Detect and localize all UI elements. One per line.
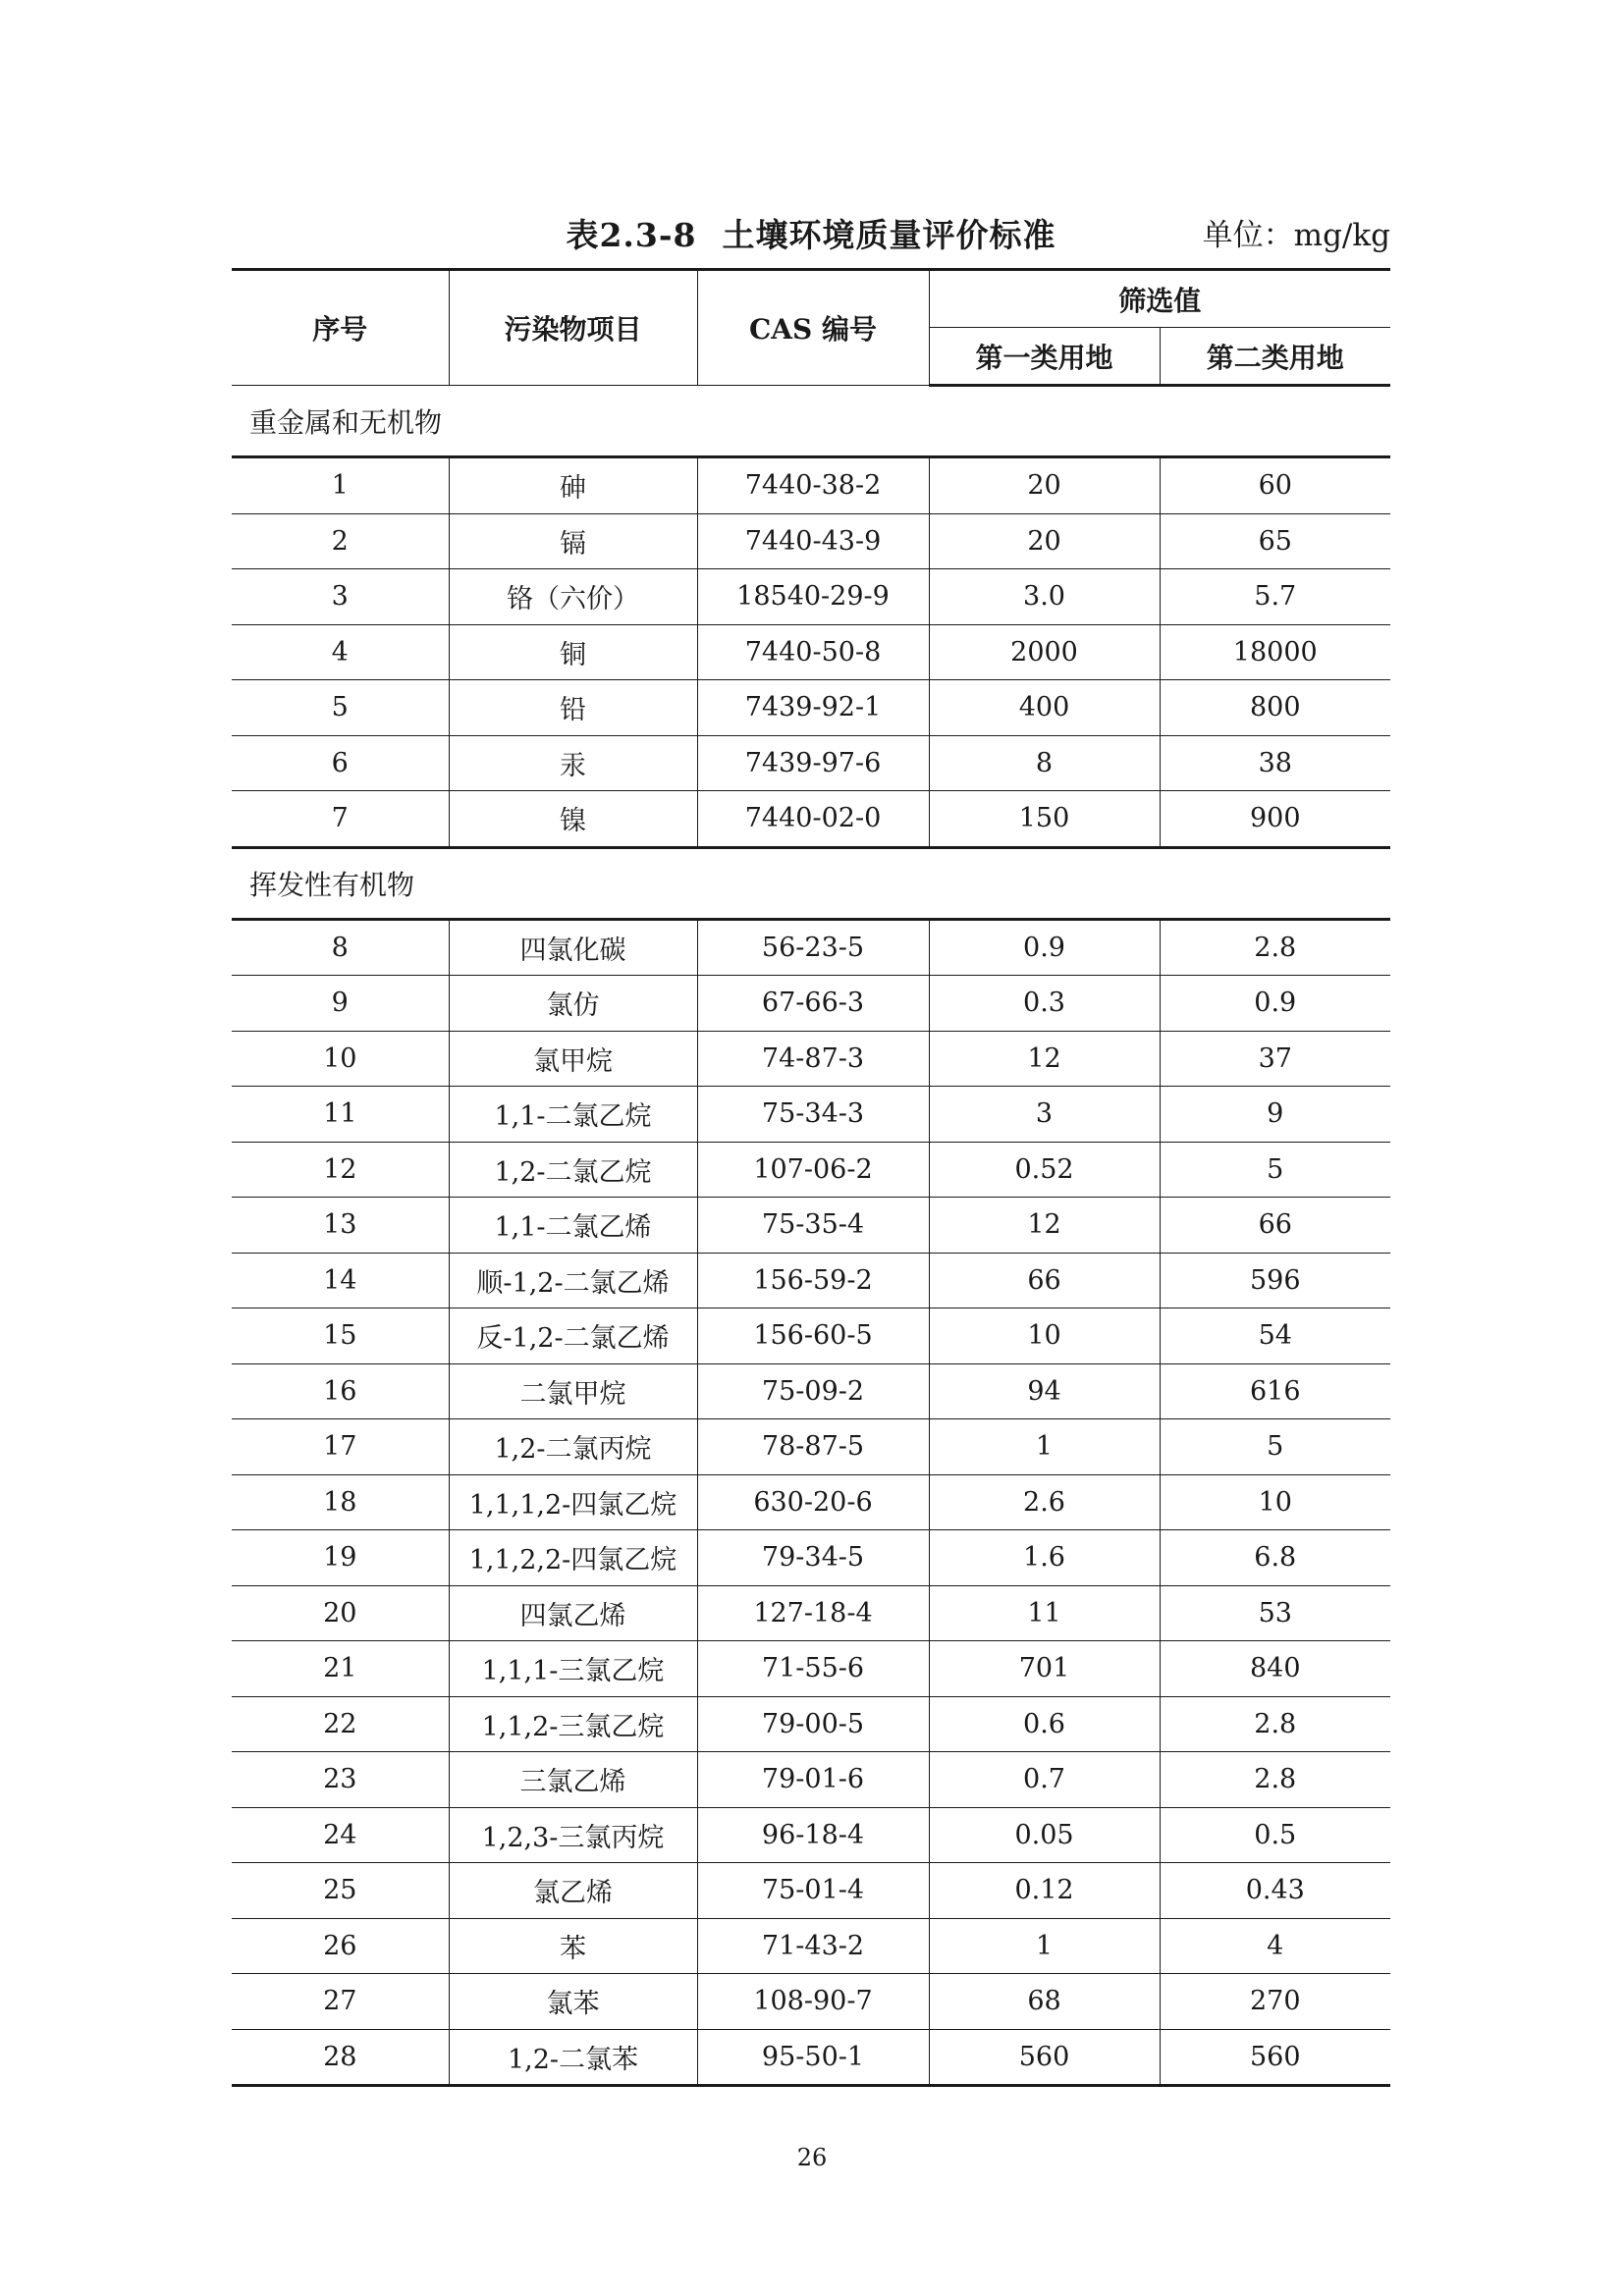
cell-index: 13 (232, 1198, 449, 1254)
cell-cas: 95-50-1 (697, 2029, 929, 2086)
cell-cas: 156-59-2 (697, 1253, 929, 1308)
cell-class2-value: 0.9 (1160, 976, 1390, 1032)
cell-class2-value: 10 (1160, 1474, 1390, 1530)
cell-pollutant: 四氯化碳 (449, 919, 697, 976)
cell-class1-value: 20 (929, 513, 1160, 569)
table-header (232, 270, 1390, 386)
header-pollutant: 污染物项目 (449, 270, 697, 386)
table-row (232, 1474, 1390, 1530)
table-row (232, 1530, 1390, 1586)
table-row (232, 919, 1390, 976)
table-row (232, 1974, 1390, 2030)
cell-cas: 67-66-3 (697, 976, 929, 1032)
cell-class2-value: 560 (1160, 2029, 1390, 2086)
cell-pollutant: 1,1,1,2-四氯乙烷 (449, 1474, 697, 1530)
table-body (232, 386, 1390, 2086)
cell-cas: 107-06-2 (697, 1142, 929, 1198)
cell-cas: 75-01-4 (697, 1863, 929, 1919)
cell-class1-value: 3.0 (929, 569, 1160, 625)
cell-pollutant: 氯乙烯 (449, 1863, 697, 1919)
title-row (232, 208, 1390, 263)
cell-class2-value: 60 (1160, 457, 1390, 514)
cell-class1-value: 0.52 (929, 1142, 1160, 1198)
cell-class2-value: 53 (1160, 1585, 1390, 1641)
cell-cas: 7440-02-0 (697, 791, 929, 848)
cell-pollutant: 三氯乙烯 (449, 1752, 697, 1808)
cell-class2-value: 9 (1160, 1087, 1390, 1143)
cell-cas: 7440-43-9 (697, 513, 929, 569)
table-row (232, 1253, 1390, 1308)
cell-index: 26 (232, 1918, 449, 1974)
cell-class2-value: 37 (1160, 1031, 1390, 1087)
table-row (232, 1142, 1390, 1198)
cell-class1-value: 400 (929, 680, 1160, 736)
table-row (232, 1918, 1390, 1974)
cell-class2-value: 2.8 (1160, 1696, 1390, 1752)
cell-class1-value: 10 (929, 1308, 1160, 1364)
cell-class1-value: 2000 (929, 624, 1160, 680)
cell-class2-value: 2.8 (1160, 919, 1390, 976)
cell-index: 10 (232, 1031, 449, 1087)
cell-index: 20 (232, 1585, 449, 1641)
cell-cas: 7439-97-6 (697, 735, 929, 791)
cell-pollutant: 二氯甲烷 (449, 1363, 697, 1419)
header-screening-value: 筛选值 (929, 270, 1390, 328)
cell-class2-value: 800 (1160, 680, 1390, 736)
table-row (232, 2029, 1390, 2086)
cell-index: 4 (232, 624, 449, 680)
cell-class1-value: 66 (929, 1253, 1160, 1308)
cell-index: 27 (232, 1974, 449, 2030)
cell-pollutant: 氯仿 (449, 976, 697, 1032)
cell-cas: 7439-92-1 (697, 680, 929, 736)
cell-class2-value: 2.8 (1160, 1752, 1390, 1808)
cell-pollutant: 1,1,1-三氯乙烷 (449, 1641, 697, 1697)
header-index: 序号 (232, 270, 449, 386)
cell-class1-value: 1 (929, 1419, 1160, 1475)
cell-class1-value: 2.6 (929, 1474, 1160, 1530)
cell-index: 6 (232, 735, 449, 791)
cell-pollutant: 顺-1,2-二氯乙烯 (449, 1253, 697, 1308)
cell-index: 8 (232, 919, 449, 976)
cell-class1-value: 3 (929, 1087, 1160, 1143)
cell-pollutant: 氯苯 (449, 1974, 697, 2030)
group-row (232, 847, 1390, 919)
cell-index: 2 (232, 513, 449, 569)
cell-cas: 75-35-4 (697, 1198, 929, 1254)
cell-class2-value: 900 (1160, 791, 1390, 848)
cell-pollutant: 苯 (449, 1918, 697, 1974)
cell-index: 28 (232, 2029, 449, 2086)
cell-index: 15 (232, 1308, 449, 1364)
table-row (232, 976, 1390, 1032)
cell-cas: 75-09-2 (697, 1363, 929, 1419)
cell-pollutant: 1,2-二氯乙烷 (449, 1142, 697, 1198)
cell-class1-value: 0.3 (929, 976, 1160, 1032)
table-row (232, 1641, 1390, 1697)
table-title-text: 土壤环境质量评价标准 (722, 216, 1056, 254)
cell-pollutant: 1,1,2,2-四氯乙烷 (449, 1530, 697, 1586)
table-row (232, 569, 1390, 625)
cell-pollutant: 铬（六价） (449, 569, 697, 625)
cell-cas: 74-87-3 (697, 1031, 929, 1087)
table-row (232, 1087, 1390, 1143)
cell-class2-value: 18000 (1160, 624, 1390, 680)
table-row (232, 735, 1390, 791)
cell-cas: 630-20-6 (697, 1474, 929, 1530)
table-row (232, 1696, 1390, 1752)
cell-pollutant: 1,2-二氯苯 (449, 2029, 697, 2086)
cell-cas: 78-87-5 (697, 1419, 929, 1475)
cell-cas: 79-00-5 (697, 1696, 929, 1752)
cell-index: 24 (232, 1807, 449, 1863)
cell-class2-value: 5 (1160, 1419, 1390, 1475)
cell-cas: 56-23-5 (697, 919, 929, 976)
cell-cas: 75-34-3 (697, 1087, 929, 1143)
cell-class2-value: 0.43 (1160, 1863, 1390, 1919)
group-label: 挥发性有机物 (232, 847, 1390, 919)
cell-class1-value: 560 (929, 2029, 1160, 2086)
cell-pollutant: 1,2,3-三氯丙烷 (449, 1807, 697, 1863)
cell-index: 12 (232, 1142, 449, 1198)
cell-index: 22 (232, 1696, 449, 1752)
cell-cas: 96-18-4 (697, 1807, 929, 1863)
table-row (232, 1752, 1390, 1808)
cell-index: 3 (232, 569, 449, 625)
header-class1-land: 第一类用地 (929, 328, 1160, 386)
cell-cas: 71-55-6 (697, 1641, 929, 1697)
cell-pollutant: 镉 (449, 513, 697, 569)
cell-class2-value: 5.7 (1160, 569, 1390, 625)
cell-cas: 71-43-2 (697, 1918, 929, 1974)
cell-class2-value: 596 (1160, 1253, 1390, 1308)
cell-cas: 7440-50-8 (697, 624, 929, 680)
cell-index: 19 (232, 1530, 449, 1586)
table-row (232, 1863, 1390, 1919)
table-row (232, 1363, 1390, 1419)
cell-class1-value: 701 (929, 1641, 1160, 1697)
cell-class2-value: 5 (1160, 1142, 1390, 1198)
cell-cas: 108-90-7 (697, 1974, 929, 2030)
soil-standard-table (232, 268, 1390, 2087)
table-row (232, 1308, 1390, 1364)
cell-class2-value: 38 (1160, 735, 1390, 791)
cell-pollutant: 汞 (449, 735, 697, 791)
cell-pollutant: 砷 (449, 457, 697, 514)
cell-pollutant: 四氯乙烯 (449, 1585, 697, 1641)
cell-index: 1 (232, 457, 449, 514)
cell-class1-value: 0.6 (929, 1696, 1160, 1752)
cell-cas: 79-34-5 (697, 1530, 929, 1586)
cell-index: 5 (232, 680, 449, 736)
cell-index: 21 (232, 1641, 449, 1697)
cell-cas: 156-60-5 (697, 1308, 929, 1364)
cell-class2-value: 4 (1160, 1918, 1390, 1974)
cell-index: 9 (232, 976, 449, 1032)
table-row (232, 791, 1390, 848)
cell-class1-value: 0.9 (929, 919, 1160, 976)
cell-cas: 18540-29-9 (697, 569, 929, 625)
cell-pollutant: 镍 (449, 791, 697, 848)
cell-class1-value: 94 (929, 1363, 1160, 1419)
cell-class1-value: 8 (929, 735, 1160, 791)
cell-index: 7 (232, 791, 449, 848)
cell-cas: 127-18-4 (697, 1585, 929, 1641)
cell-pollutant: 1,2-二氯丙烷 (449, 1419, 697, 1475)
cell-class2-value: 66 (1160, 1198, 1390, 1254)
cell-class1-value: 12 (929, 1198, 1160, 1254)
cell-pollutant: 氯甲烷 (449, 1031, 697, 1087)
table-row (232, 513, 1390, 569)
cell-pollutant: 1,1-二氯乙烷 (449, 1087, 697, 1143)
cell-class2-value: 270 (1160, 1974, 1390, 2030)
header-class2-land: 第二类用地 (1160, 328, 1390, 386)
cell-class2-value: 0.5 (1160, 1807, 1390, 1863)
cell-index: 17 (232, 1419, 449, 1475)
cell-cas: 79-01-6 (697, 1752, 929, 1808)
cell-class2-value: 54 (1160, 1308, 1390, 1364)
cell-index: 23 (232, 1752, 449, 1808)
cell-pollutant: 1,1,2-三氯乙烷 (449, 1696, 697, 1752)
cell-class1-value: 20 (929, 457, 1160, 514)
cell-class2-value: 6.8 (1160, 1530, 1390, 1586)
table-number: 表2.3-8 (566, 216, 697, 254)
cell-index: 11 (232, 1087, 449, 1143)
cell-class1-value: 0.12 (929, 1863, 1160, 1919)
cell-class1-value: 12 (929, 1031, 1160, 1087)
cell-class1-value: 0.05 (929, 1807, 1160, 1863)
cell-pollutant: 1,1-二氯乙烯 (449, 1198, 697, 1254)
table-row (232, 1031, 1390, 1087)
table-row (232, 680, 1390, 736)
group-row (232, 386, 1390, 457)
cell-index: 16 (232, 1363, 449, 1419)
cell-class1-value: 1.6 (929, 1530, 1160, 1586)
cell-class1-value: 1 (929, 1918, 1160, 1974)
cell-pollutant: 铅 (449, 680, 697, 736)
table-row (232, 624, 1390, 680)
cell-pollutant: 铜 (449, 624, 697, 680)
table-row (232, 1807, 1390, 1863)
cell-class2-value: 616 (1160, 1363, 1390, 1419)
header-cas: CAS 编号 (697, 270, 929, 386)
cell-class1-value: 11 (929, 1585, 1160, 1641)
group-label: 重金属和无机物 (232, 386, 1390, 457)
cell-index: 25 (232, 1863, 449, 1919)
cell-index: 18 (232, 1474, 449, 1530)
cell-class2-value: 65 (1160, 513, 1390, 569)
cell-class1-value: 68 (929, 1974, 1160, 2030)
unit-label: 单位：mg/kg (1202, 218, 1390, 253)
cell-class2-value: 840 (1160, 1641, 1390, 1697)
cell-class1-value: 150 (929, 791, 1160, 848)
table-row (232, 1585, 1390, 1641)
cell-index: 14 (232, 1253, 449, 1308)
cell-pollutant: 反-1,2-二氯乙烯 (449, 1308, 697, 1364)
table-row (232, 1198, 1390, 1254)
page-number: 26 (796, 2144, 828, 2171)
cell-class1-value: 0.7 (929, 1752, 1160, 1808)
table-row (232, 1419, 1390, 1475)
cell-cas: 7440-38-2 (697, 457, 929, 514)
table-row (232, 457, 1390, 514)
